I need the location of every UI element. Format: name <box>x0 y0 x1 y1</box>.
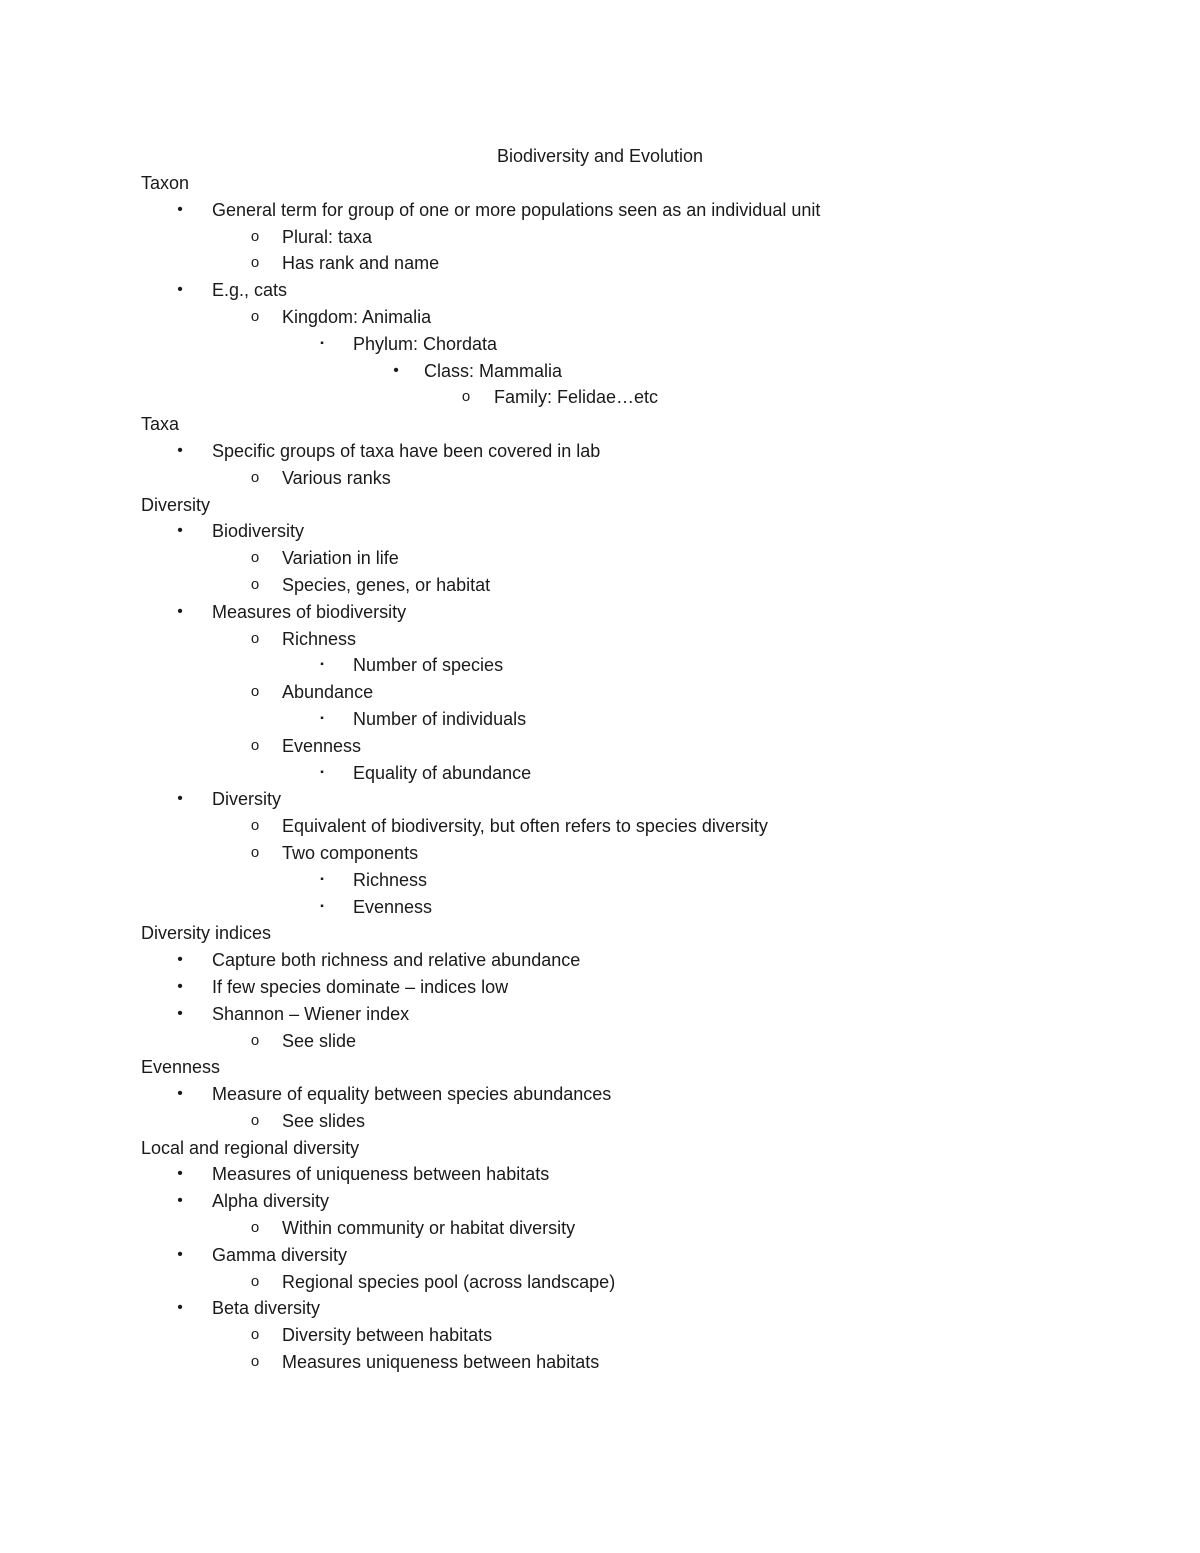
bullet-circle-icon: o <box>250 736 260 754</box>
bullet-disc-icon: • <box>177 281 183 299</box>
list-item-text: Class: Mammalia <box>424 360 563 381</box>
list-item <box>0 1108 1200 1135</box>
list-item <box>0 786 1200 813</box>
bullet-circle-icon: o <box>250 1031 260 1049</box>
list-item <box>0 1161 1200 1188</box>
section-heading-text: Diversity indices <box>141 923 272 944</box>
list-item-text: Measures of uniqueness between habitats <box>212 1164 550 1185</box>
bullet-circle-icon: o <box>250 575 260 593</box>
bullet-circle-icon: o <box>250 254 260 272</box>
list-item-text: Gamma diversity <box>212 1244 348 1265</box>
bullet-disc-icon: • <box>393 361 399 379</box>
list-item-text: Equality of abundance <box>353 762 532 783</box>
list-item-text: Within community or habitat diversity <box>282 1218 576 1239</box>
list-item-text: Diversity between habitats <box>282 1325 493 1346</box>
bullet-circle-icon: o <box>250 549 260 567</box>
list-item <box>0 679 1200 706</box>
list-item-text: Beta diversity <box>212 1298 321 1319</box>
bullet-circle-icon: o <box>250 1353 260 1371</box>
list-item-text: If few species dominate – indices low <box>212 976 509 997</box>
list-item-text: Species, genes, or habitat <box>282 574 491 595</box>
bullet-square-icon: ▪ <box>320 337 324 349</box>
list-item <box>0 1269 1200 1296</box>
document-title: Biodiversity and Evolution <box>496 146 704 166</box>
list-item <box>0 304 1200 331</box>
section-heading <box>0 170 1200 197</box>
list-item <box>0 626 1200 653</box>
list-item <box>0 706 1200 733</box>
bullet-circle-icon: o <box>250 307 260 325</box>
bullet-disc-icon: • <box>177 602 183 620</box>
list-item-text: Has rank and name <box>282 253 440 274</box>
bullet-disc-icon: • <box>177 1004 183 1022</box>
bullet-square-icon: ▪ <box>320 659 324 671</box>
bullet-circle-icon: o <box>250 468 260 486</box>
section-heading-text: Diversity <box>141 494 211 515</box>
list-item-text: See slides <box>282 1110 366 1131</box>
section-heading <box>0 411 1200 438</box>
list-item-text: Measures of biodiversity <box>212 601 407 622</box>
bullet-circle-icon: o <box>250 1326 260 1344</box>
list-item-text: General term for group of one or more populations seen as an individual unit <box>212 199 821 220</box>
list-item-text: Richness <box>282 628 357 649</box>
bullet-circle-icon: o <box>250 227 260 245</box>
bullet-disc-icon: • <box>177 951 183 969</box>
list-item <box>0 652 1200 679</box>
list-item-text: Evenness <box>282 735 362 756</box>
section-heading <box>0 1135 1200 1162</box>
list-item <box>0 465 1200 492</box>
bullet-circle-icon: o <box>250 1111 260 1129</box>
bullet-circle-icon: o <box>250 817 260 835</box>
bullet-disc-icon: • <box>177 1245 183 1263</box>
list-item <box>0 197 1200 224</box>
list-item <box>0 250 1200 277</box>
bullet-circle-icon: o <box>250 683 260 701</box>
list-item-text: Various ranks <box>282 467 391 488</box>
list-item-text: Number of individuals <box>353 708 527 729</box>
list-item-text: Abundance <box>282 682 374 703</box>
list-item-text: Biodiversity <box>212 521 305 542</box>
list-item <box>0 518 1200 545</box>
bullet-disc-icon: • <box>177 1165 183 1183</box>
bullet-disc-icon: • <box>177 200 183 218</box>
list-item <box>0 384 1200 411</box>
list-item <box>0 1322 1200 1349</box>
bullet-square-icon: ▪ <box>320 766 324 778</box>
list-item-text: E.g., cats <box>212 280 288 301</box>
list-item-text: Evenness <box>353 896 433 917</box>
list-item-text: Measures uniqueness between habitats <box>282 1352 600 1373</box>
list-item <box>0 438 1200 465</box>
list-item <box>0 545 1200 572</box>
list-item-text: Richness <box>353 869 428 890</box>
section-heading-text: Taxa <box>141 414 180 435</box>
bullet-disc-icon: • <box>177 1085 183 1103</box>
list-item <box>0 813 1200 840</box>
list-item-text: Family: Felidae…etc <box>494 387 659 408</box>
section-heading-text: Taxon <box>141 173 190 193</box>
bullet-circle-icon: o <box>250 629 260 647</box>
list-item <box>0 1028 1200 1055</box>
list-item <box>0 1081 1200 1108</box>
section-heading-text: Local and regional diversity <box>141 1137 360 1158</box>
list-item <box>0 1295 1200 1322</box>
list-item-text: Two components <box>282 842 419 863</box>
list-item <box>0 1349 1200 1376</box>
outline-list <box>0 170 1200 1376</box>
list-item <box>0 358 1200 385</box>
list-item <box>0 1188 1200 1215</box>
list-item <box>0 947 1200 974</box>
bullet-circle-icon: o <box>250 1272 260 1290</box>
bullet-circle-icon: o <box>250 843 260 861</box>
list-item-text: Equivalent of biodiversity, but often refers to species diversity <box>282 816 768 837</box>
section-heading <box>0 1054 1200 1081</box>
list-item-text: See slide <box>282 1030 357 1051</box>
list-item <box>0 733 1200 760</box>
list-item-text: Capture both richness and relative abundance <box>212 950 581 971</box>
list-item <box>0 599 1200 626</box>
list-item-text: Plural: taxa <box>282 226 373 247</box>
list-item <box>0 974 1200 1001</box>
list-item <box>0 867 1200 894</box>
bullet-disc-icon: • <box>177 522 183 540</box>
list-item <box>0 1242 1200 1269</box>
list-item <box>0 1001 1200 1028</box>
list-item-text: Kingdom: Animalia <box>282 306 432 327</box>
section-heading <box>0 920 1200 947</box>
list-item-text: Diversity <box>212 789 282 810</box>
bullet-circle-icon: o <box>461 388 471 406</box>
list-item-text: Regional species pool (across landscape) <box>282 1271 616 1292</box>
section-heading-text: Evenness <box>141 1057 221 1078</box>
list-item <box>0 224 1200 251</box>
list-item-text: Phylum: Chordata <box>353 333 498 354</box>
bullet-disc-icon: • <box>177 977 183 995</box>
list-item <box>0 894 1200 921</box>
list-item <box>0 277 1200 304</box>
list-item-text: Measure of equality between species abundances <box>212 1084 612 1105</box>
bullet-circle-icon: o <box>250 1219 260 1237</box>
list-item <box>0 840 1200 867</box>
bullet-disc-icon: • <box>177 441 183 459</box>
bullet-disc-icon: • <box>177 1192 183 1210</box>
bullet-disc-icon: • <box>177 1299 183 1317</box>
section-heading <box>0 492 1200 519</box>
list-item-text: Variation in life <box>282 548 399 569</box>
list-item <box>0 760 1200 787</box>
list-item-text: Specific groups of taxa have been covered in lab <box>212 440 601 461</box>
list-item <box>0 331 1200 358</box>
bullet-disc-icon: • <box>177 790 183 808</box>
list-item-text: Alpha diversity <box>212 1191 330 1212</box>
list-item-text: Shannon – Wiener index <box>212 1003 410 1024</box>
list-item-text: Number of species <box>353 655 504 676</box>
bullet-square-icon: ▪ <box>320 873 324 885</box>
bullet-square-icon: ▪ <box>320 712 324 724</box>
bullet-square-icon: ▪ <box>320 900 324 912</box>
list-item <box>0 1215 1200 1242</box>
list-item <box>0 572 1200 599</box>
